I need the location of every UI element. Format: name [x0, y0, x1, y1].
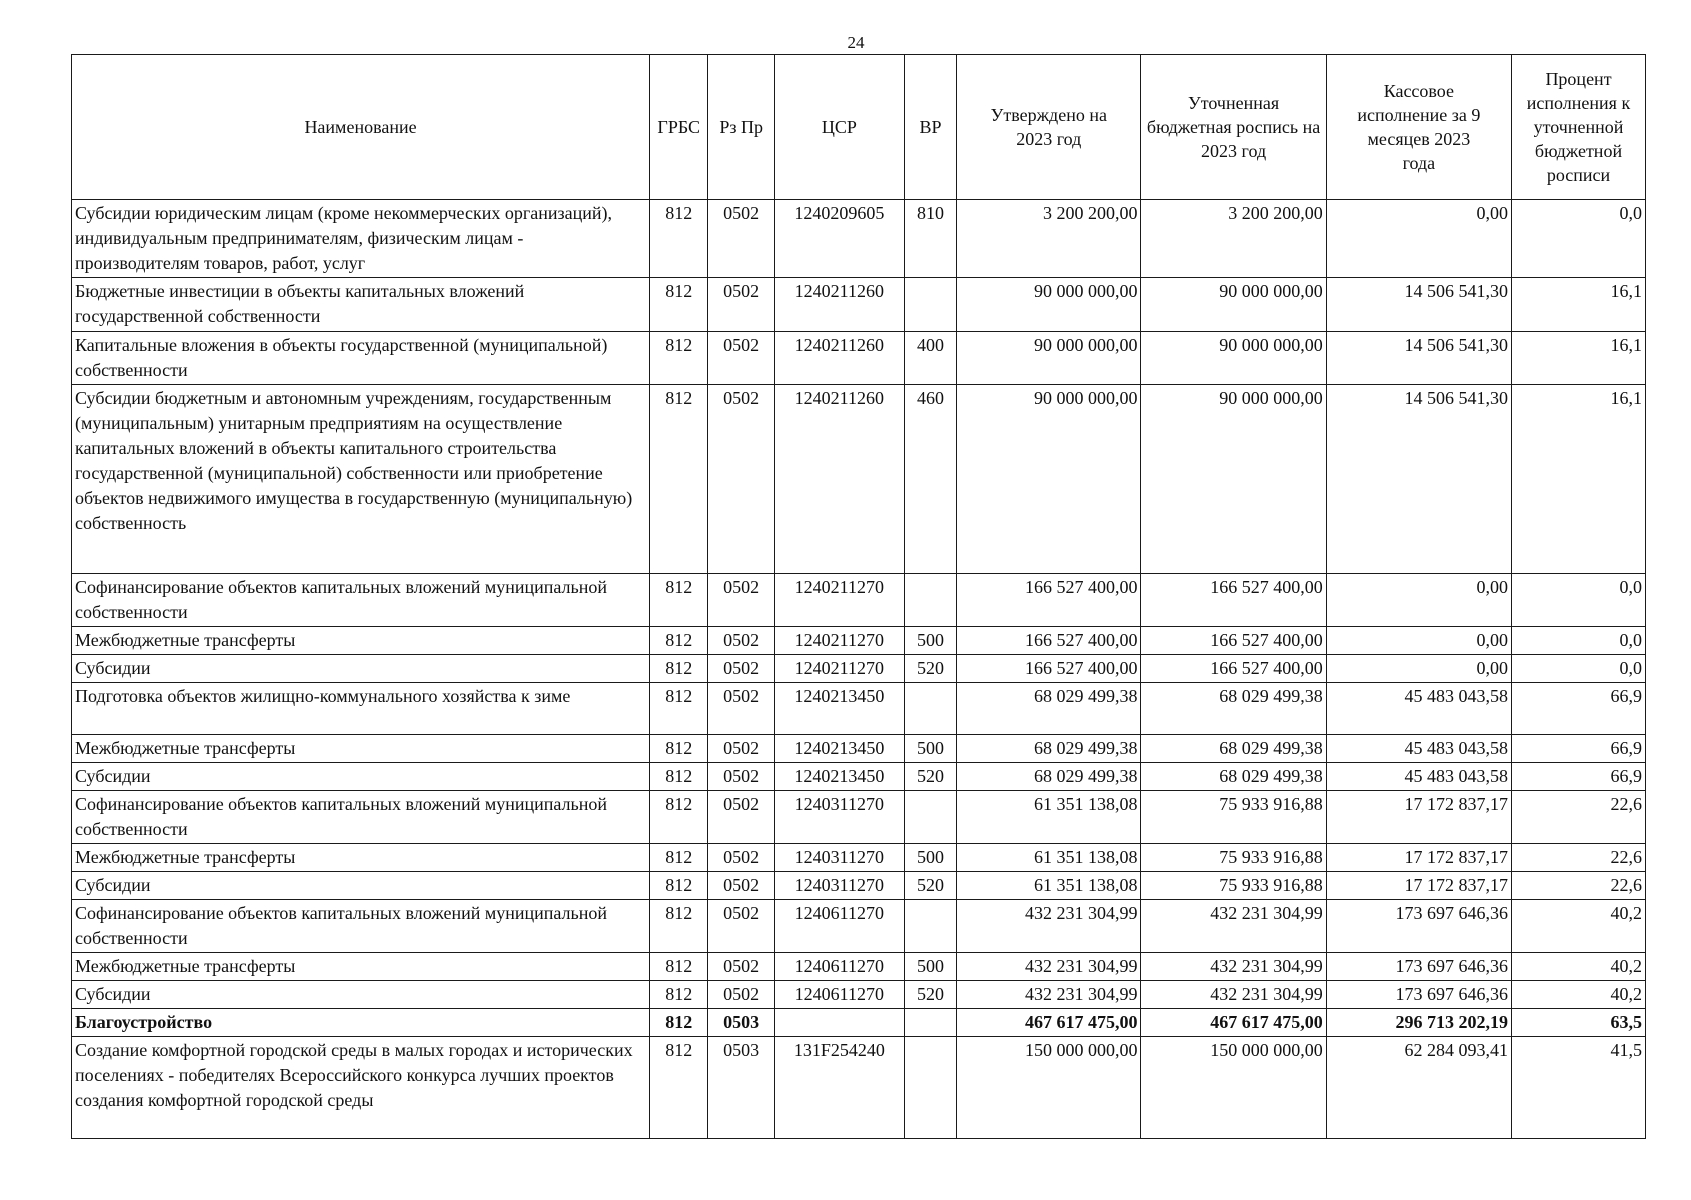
cell-refined: 90 000 000,00 [1141, 385, 1326, 574]
cell-grbs: 812 [650, 1009, 708, 1037]
cell-name: Межбюджетные трансферты [72, 735, 650, 763]
cell-percent: 63,5 [1512, 1009, 1646, 1037]
cell-rzpr: 0502 [708, 953, 774, 981]
table-row [72, 981, 1646, 1009]
cell-csr: 1240311270 [774, 872, 904, 900]
header-csr: ЦСР [774, 55, 904, 200]
cell-csr: 1240611270 [774, 953, 904, 981]
cell-rzpr: 0502 [708, 900, 774, 953]
cell-rzpr: 0503 [708, 1037, 774, 1139]
table-row [72, 844, 1646, 872]
cell-grbs: 812 [650, 763, 708, 791]
cell-name: Субсидии [72, 763, 650, 791]
cell-approved: 68 029 499,38 [957, 763, 1141, 791]
cell-percent: 16,1 [1512, 385, 1646, 574]
cell-cash: 0,00 [1326, 655, 1511, 683]
cell-csr: 1240213450 [774, 763, 904, 791]
cell-approved: 432 231 304,99 [957, 900, 1141, 953]
cell-vr [904, 900, 956, 953]
cell-cash: 17 172 837,17 [1326, 844, 1511, 872]
cell-name: Субсидии юридическим лицам (кроме некоммерческих организаций), индивидуальным предпринимателям, физическим лицам - производителям товаров, работ, услуг [72, 200, 650, 278]
cell-refined: 467 617 475,00 [1141, 1009, 1326, 1037]
cell-name: Субсидии бюджетным и автономным учреждениям, государственным (муниципальным) унитарным предприятиям на осуществление капитальных вложений в объекты капитального строительства государственной (муниципальной) собственности или приобретение объектов недвижимого имущества в государственную (муниципальную) собственность [72, 385, 650, 574]
cell-vr: 520 [904, 763, 956, 791]
table-row [72, 872, 1646, 900]
table-row [72, 763, 1646, 791]
cell-percent: 22,6 [1512, 791, 1646, 844]
cell-name: Бюджетные инвестиции в объекты капитальных вложений государственной собственности [72, 278, 650, 332]
cell-percent: 41,5 [1512, 1037, 1646, 1139]
cell-vr: 520 [904, 872, 956, 900]
cell-grbs: 812 [650, 655, 708, 683]
cell-approved: 432 231 304,99 [957, 953, 1141, 981]
cell-refined: 90 000 000,00 [1141, 278, 1326, 332]
cell-name: Подготовка объектов жилищно-коммунального хозяйства к зиме [72, 683, 650, 735]
cell-cash: 45 483 043,58 [1326, 735, 1511, 763]
cell-cash: 173 697 646,36 [1326, 953, 1511, 981]
cell-vr: 500 [904, 953, 956, 981]
cell-name: Субсидии [72, 872, 650, 900]
cell-cash: 14 506 541,30 [1326, 332, 1511, 385]
cell-csr: 1240211260 [774, 278, 904, 332]
cell-vr [904, 791, 956, 844]
header-cash: Кассовое исполнение за 9 месяцев 2023 года [1326, 55, 1511, 200]
cell-vr: 400 [904, 332, 956, 385]
cell-name: Субсидии [72, 655, 650, 683]
cell-cash: 296 713 202,19 [1326, 1009, 1511, 1037]
cell-vr [904, 1037, 956, 1139]
budget-table [71, 54, 1646, 1139]
page-number: 24 [847, 33, 865, 52]
cell-approved: 166 527 400,00 [957, 655, 1141, 683]
cell-approved: 90 000 000,00 [957, 332, 1141, 385]
cell-rzpr: 0502 [708, 791, 774, 844]
cell-cash: 14 506 541,30 [1326, 278, 1511, 332]
cell-rzpr: 0502 [708, 763, 774, 791]
cell-percent: 22,6 [1512, 872, 1646, 900]
table-row [72, 278, 1646, 332]
cell-rzpr: 0502 [708, 735, 774, 763]
cell-approved: 467 617 475,00 [957, 1009, 1141, 1037]
cell-name: Благоустройство [72, 1009, 650, 1037]
cell-cash: 17 172 837,17 [1326, 791, 1511, 844]
table-body [72, 200, 1646, 1139]
header-grbs: ГРБС [650, 55, 708, 200]
table-row [72, 627, 1646, 655]
cell-cash: 45 483 043,58 [1326, 683, 1511, 735]
table-row [72, 574, 1646, 627]
cell-csr: 1240211260 [774, 332, 904, 385]
header-name: Наименование [72, 55, 650, 200]
cell-percent: 16,1 [1512, 278, 1646, 332]
cell-rzpr: 0502 [708, 627, 774, 655]
cell-grbs: 812 [650, 574, 708, 627]
cell-grbs: 812 [650, 683, 708, 735]
cell-cash: 0,00 [1326, 200, 1511, 278]
cell-refined: 432 231 304,99 [1141, 953, 1326, 981]
cell-refined: 68 029 499,38 [1141, 735, 1326, 763]
cell-approved: 432 231 304,99 [957, 981, 1141, 1009]
cell-percent: 40,2 [1512, 953, 1646, 981]
header-percent: Процент исполнения к уточненной бюджетной росписи [1512, 55, 1646, 200]
cell-grbs: 812 [650, 385, 708, 574]
table-row [72, 953, 1646, 981]
cell-vr [904, 1009, 956, 1037]
cell-csr: 1240211270 [774, 655, 904, 683]
cell-cash: 17 172 837,17 [1326, 872, 1511, 900]
cell-name: Субсидии [72, 981, 650, 1009]
cell-csr: 1240611270 [774, 900, 904, 953]
cell-refined: 3 200 200,00 [1141, 200, 1326, 278]
cell-grbs: 812 [650, 791, 708, 844]
cell-grbs: 812 [650, 200, 708, 278]
cell-name: Межбюджетные трансферты [72, 627, 650, 655]
cell-cash: 0,00 [1326, 574, 1511, 627]
cell-grbs: 812 [650, 872, 708, 900]
cell-name: Софинансирование объектов капитальных вложений муниципальной собственности [72, 900, 650, 953]
cell-cash: 173 697 646,36 [1326, 900, 1511, 953]
cell-vr: 500 [904, 735, 956, 763]
cell-cash: 14 506 541,30 [1326, 385, 1511, 574]
cell-csr: 1240211260 [774, 385, 904, 574]
cell-name: Межбюджетные трансферты [72, 953, 650, 981]
cell-name: Софинансирование объектов капитальных вложений муниципальной собственности [72, 791, 650, 844]
table-header [72, 55, 1646, 200]
cell-vr: 520 [904, 981, 956, 1009]
cell-grbs: 812 [650, 278, 708, 332]
header-rzpr: Рз Пр [708, 55, 774, 200]
cell-refined: 75 933 916,88 [1141, 844, 1326, 872]
cell-vr: 810 [904, 200, 956, 278]
cell-percent: 40,2 [1512, 981, 1646, 1009]
cell-refined: 68 029 499,38 [1141, 683, 1326, 735]
cell-rzpr: 0502 [708, 574, 774, 627]
table-row [72, 791, 1646, 844]
cell-rzpr: 0502 [708, 332, 774, 385]
cell-vr: 520 [904, 655, 956, 683]
cell-grbs: 812 [650, 981, 708, 1009]
cell-refined: 432 231 304,99 [1141, 981, 1326, 1009]
cell-rzpr: 0502 [708, 683, 774, 735]
cell-name: Софинансирование объектов капитальных вложений муниципальной собственности [72, 574, 650, 627]
cell-csr: 131F254240 [774, 1037, 904, 1139]
cell-approved: 61 351 138,08 [957, 844, 1141, 872]
header-vr: ВР [904, 55, 956, 200]
cell-percent: 0,0 [1512, 627, 1646, 655]
cell-vr [904, 574, 956, 627]
cell-csr: 1240209605 [774, 200, 904, 278]
cell-rzpr: 0502 [708, 385, 774, 574]
table-row [72, 900, 1646, 953]
cell-percent: 22,6 [1512, 844, 1646, 872]
cell-rzpr: 0502 [708, 200, 774, 278]
cell-refined: 432 231 304,99 [1141, 900, 1326, 953]
cell-grbs: 812 [650, 332, 708, 385]
cell-grbs: 812 [650, 735, 708, 763]
cell-name: Капитальные вложения в объекты государственной (муниципальной) собственности [72, 332, 650, 385]
cell-percent: 66,9 [1512, 763, 1646, 791]
cell-approved: 90 000 000,00 [957, 385, 1141, 574]
table-row [72, 385, 1646, 574]
cell-csr: 1240611270 [774, 981, 904, 1009]
cell-csr: 1240213450 [774, 683, 904, 735]
cell-vr [904, 683, 956, 735]
header-refined: Уточненная бюджетная роспись на 2023 год [1141, 55, 1326, 200]
cell-refined: 75 933 916,88 [1141, 872, 1326, 900]
table-row [72, 735, 1646, 763]
cell-csr [774, 1009, 904, 1037]
header-approved: Утверждено на 2023 год [957, 55, 1141, 200]
cell-refined: 75 933 916,88 [1141, 791, 1326, 844]
cell-approved: 61 351 138,08 [957, 872, 1141, 900]
cell-cash: 173 697 646,36 [1326, 981, 1511, 1009]
table-row [72, 655, 1646, 683]
cell-refined: 166 527 400,00 [1141, 655, 1326, 683]
cell-percent: 66,9 [1512, 735, 1646, 763]
cell-rzpr: 0503 [708, 1009, 774, 1037]
cell-vr: 460 [904, 385, 956, 574]
cell-cash: 45 483 043,58 [1326, 763, 1511, 791]
cell-rzpr: 0502 [708, 844, 774, 872]
cell-percent: 0,0 [1512, 655, 1646, 683]
cell-vr [904, 278, 956, 332]
cell-refined: 90 000 000,00 [1141, 332, 1326, 385]
cell-csr: 1240211270 [774, 574, 904, 627]
cell-approved: 166 527 400,00 [957, 574, 1141, 627]
cell-approved: 150 000 000,00 [957, 1037, 1141, 1139]
cell-csr: 1240311270 [774, 844, 904, 872]
cell-refined: 68 029 499,38 [1141, 763, 1326, 791]
cell-grbs: 812 [650, 900, 708, 953]
cell-rzpr: 0502 [708, 278, 774, 332]
cell-percent: 0,0 [1512, 200, 1646, 278]
cell-approved: 68 029 499,38 [957, 735, 1141, 763]
cell-grbs: 812 [650, 844, 708, 872]
cell-grbs: 812 [650, 1037, 708, 1139]
table-row [72, 683, 1646, 735]
cell-approved: 90 000 000,00 [957, 278, 1141, 332]
cell-percent: 16,1 [1512, 332, 1646, 385]
cell-grbs: 812 [650, 953, 708, 981]
cell-rzpr: 0502 [708, 655, 774, 683]
cell-percent: 66,9 [1512, 683, 1646, 735]
cell-refined: 166 527 400,00 [1141, 627, 1326, 655]
table-row [72, 1009, 1646, 1037]
cell-rzpr: 0502 [708, 981, 774, 1009]
cell-percent: 40,2 [1512, 900, 1646, 953]
cell-vr: 500 [904, 844, 956, 872]
table-row [72, 200, 1646, 278]
cell-grbs: 812 [650, 627, 708, 655]
table-row [72, 1037, 1646, 1139]
cell-cash: 0,00 [1326, 627, 1511, 655]
cell-vr: 500 [904, 627, 956, 655]
cell-refined: 150 000 000,00 [1141, 1037, 1326, 1139]
cell-csr: 1240213450 [774, 735, 904, 763]
cell-refined: 166 527 400,00 [1141, 574, 1326, 627]
cell-rzpr: 0502 [708, 872, 774, 900]
table-row [72, 332, 1646, 385]
cell-cash: 62 284 093,41 [1326, 1037, 1511, 1139]
cell-approved: 61 351 138,08 [957, 791, 1141, 844]
cell-approved: 3 200 200,00 [957, 200, 1141, 278]
cell-approved: 68 029 499,38 [957, 683, 1141, 735]
cell-name: Межбюджетные трансферты [72, 844, 650, 872]
cell-csr: 1240311270 [774, 791, 904, 844]
cell-csr: 1240211270 [774, 627, 904, 655]
cell-percent: 0,0 [1512, 574, 1646, 627]
cell-name: Создание комфортной городской среды в малых городах и исторических поселениях - победителях Всероссийского конкурса лучших проектов создания комфортной городской среды [72, 1037, 650, 1139]
cell-approved: 166 527 400,00 [957, 627, 1141, 655]
